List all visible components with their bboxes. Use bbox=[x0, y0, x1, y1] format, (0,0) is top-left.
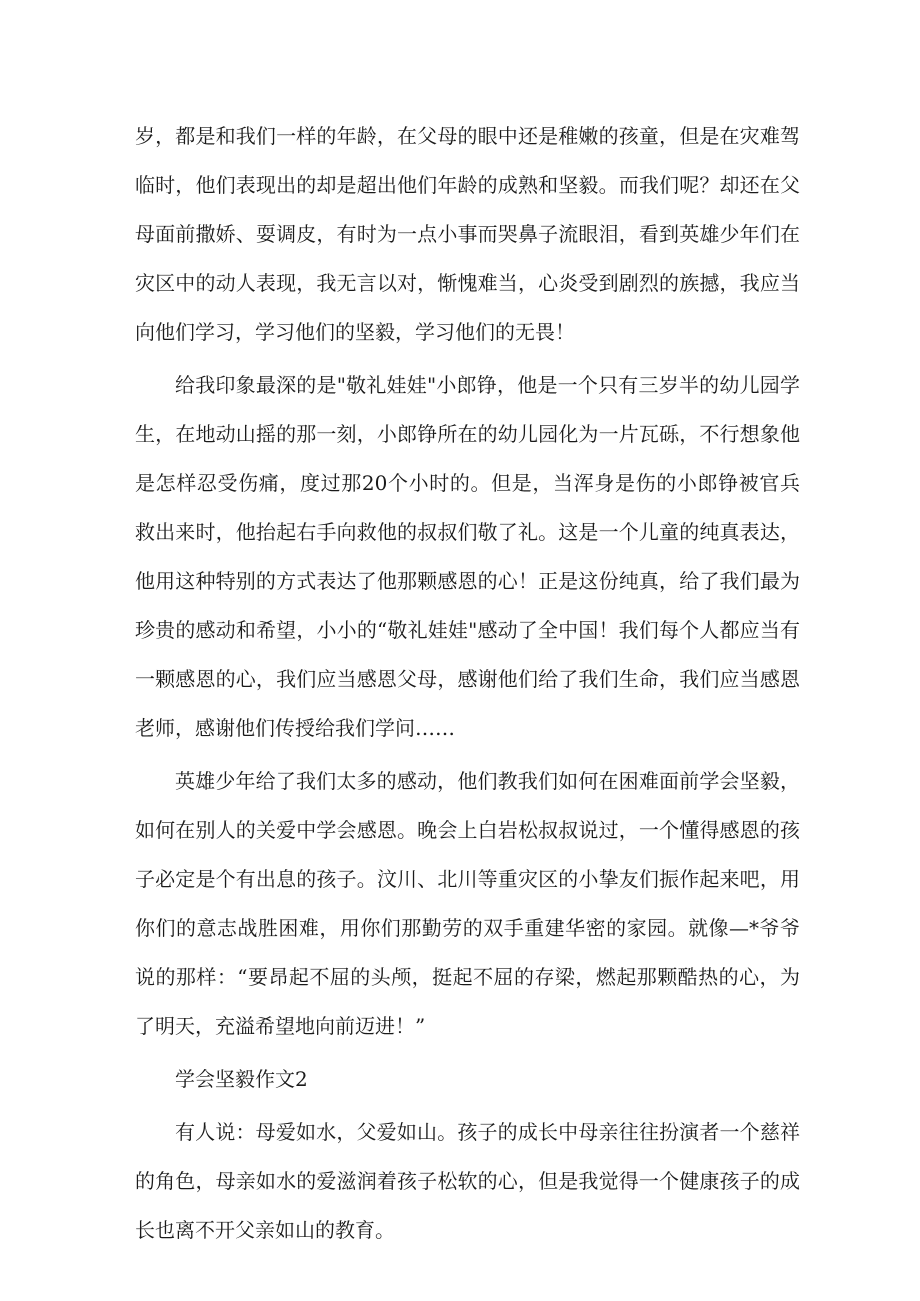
paragraph-continuation: 岁，都是和我们一样的年龄，在父母的眼中还是稚嫩的孩童，但是在灾难驾临时，他们表现出的却是超出他们年龄的成熟和坚毅。而我们呢？却还在父母面前撒娇、耍调皮，有时为一点小事而哭鼻子流眼泪，看到英雄少年们在灾区中的动人表现，我无言以对，惭愧难当，心炎受到剧烈的族撼，我应当向他们学习，学习他们的坚毅，学习他们的无畏！ bbox=[135, 124, 800, 344]
essay-heading: 学会坚毅作文2 bbox=[175, 1067, 308, 1091]
paragraph-father-love: 有人说：母爱如水，父爱如山。孩子的成长中母亲往往扮演者一个慈祥的角色，母亲如水的爱滋润着孩子松软的心，但是我觉得一个健康孩子的成长也离不开父亲如山的教育。 bbox=[135, 1120, 800, 1242]
paragraph-heroes: 英雄少年给了我们太多的感动，他们教我们如何在困难面前学会坚毅，如何在别人的关爱中学会感恩。晚会上白岩松叔叔说过，一个懂得感恩的孩子必定是个有出息的孩子。汶川、北川等重灾区的小挚友们振作起来吧，用你们的意志战胜困难，用你们那勤劳的双手重建华密的家园。就像—*爷爷说的那样：“要昂起不屈的头颅，挺起不屈的存梁，燃起那颗酷热的心，为了明天，充溢希望地向前迈进！” bbox=[135, 769, 800, 1038]
paragraph-salute-baby: 给我印象最深的是"敬礼娃娃"小郎铮，他是一个只有三岁半的幼儿园学生，在地动山摇的那一刻，小郎铮所在的幼儿园化为一片瓦砾，不行想象他是怎样忍受伤痛，度过那20个小时的。但是，当浑身是伤的小郎铮被官兵救出来时，他抬起右手向救他的叔叔们敬了礼。这是一个儿童的纯真表达，他用这种特别的方式表达了他那颗感恩的心！正是这份纯真，给了我们最为珍贵的感动和希望，小小的“敬礼娃娃"感动了全中国！我们每个人都应当有一颗感恩的心，我们应当感恩父母，感谢他们给了我们生命，我们应当感恩老师，感谢他们传授给我们学问…… bbox=[135, 373, 800, 740]
document-body bbox=[135, 112, 800, 1255]
